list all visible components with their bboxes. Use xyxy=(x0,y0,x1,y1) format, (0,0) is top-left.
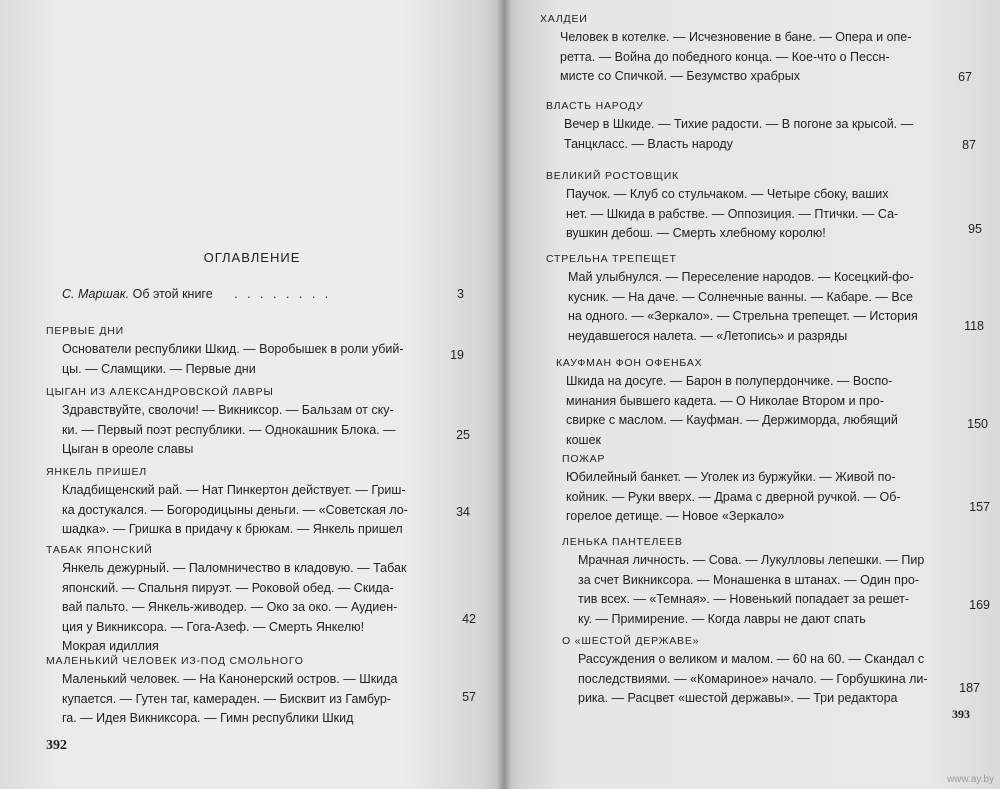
section-line: шадка». — Гришка в придачу к брюкам. — Янкель пришел xyxy=(62,522,403,536)
toc-section xyxy=(46,652,397,729)
section-page: 57 xyxy=(462,690,476,704)
section-title: ПОЖАР xyxy=(562,453,606,465)
section-line: Рассуждения о великом и малом. — 60 на 60. — Скандал с xyxy=(578,652,925,666)
section-line: Кладбищенский рай. — Нат Пинкертон действует. — Гриш- xyxy=(62,483,406,497)
toc-section xyxy=(556,354,898,450)
toc-section xyxy=(540,10,911,87)
section-page: 169 xyxy=(969,598,990,612)
section-page: 42 xyxy=(462,612,476,626)
toc-section xyxy=(546,250,918,346)
section-page: 150 xyxy=(967,417,988,431)
section-line: Здравствуйте, сволочи! — Викниксор. — Бальзам от ску- xyxy=(62,403,394,417)
toc-section xyxy=(46,383,396,460)
toc-section xyxy=(562,632,928,709)
section-title: ПЕРВЫЕ ДНИ xyxy=(46,325,125,337)
section-page: 157 xyxy=(969,500,990,514)
section-line: нет. — Шкида в рабстве. — Оппозиция. — Птички. — Са- xyxy=(566,206,899,221)
intro-dots: . . . . . . . . xyxy=(234,287,332,301)
section-title: КАУФМАН ФОН ОФЕНБАХ xyxy=(556,357,703,369)
section-line: вушкин дебош. — Смерть хлебному королю! xyxy=(566,226,826,240)
section-line: Мокрая идиллия xyxy=(62,639,159,653)
section-line: Янкель дежурный. — Паломничество в кладовую. — Табак xyxy=(62,561,407,575)
section-title: ЦЫГАН ИЗ АЛЕКСАНДРОВСКОЙ ЛАВРЫ xyxy=(46,386,274,398)
section-page: 19 xyxy=(450,348,464,362)
watermark: www.ay.by xyxy=(946,774,994,785)
section-line: Цыган в ореоле славы xyxy=(62,442,194,456)
section-title: СТРЕЛЬНА ТРЕПЕЩЕТ xyxy=(546,253,677,265)
section-line: японский. — Спальня пируэт. — Роковой обед. — Скида- xyxy=(62,580,394,595)
section-page: 34 xyxy=(456,505,470,519)
section-title: ТАБАК ЯПОНСКИЙ xyxy=(46,544,153,556)
page-number-left: 392 xyxy=(46,738,67,753)
section-line: мисте со Спичкой. — Безумство храбрых xyxy=(560,69,800,83)
section-line: за счет Викниксора. — Монашенка в штанах. — Один про- xyxy=(578,572,920,587)
section-line: ретта. — Война до победного конца. — Кое-что о Пессн- xyxy=(560,49,890,64)
page-number-right: 393 xyxy=(952,707,970,721)
section-title: ХАЛДЕИ xyxy=(540,13,588,25)
section-line: ку. — Примирение. — Когда лавры не дают спать xyxy=(578,611,866,626)
section-line: последствиями. — «Комариное» начало. — Горбушкина ли- xyxy=(578,671,928,686)
section-line: кусник. — На даче. — Солнечные ванны. — Кабаре. — Все xyxy=(568,289,913,304)
intro-text: Об этой книге xyxy=(132,287,213,301)
section-line: ки. — Первый поэт республики. — Однокашник Блока. — xyxy=(62,422,396,437)
toc-section xyxy=(562,533,924,629)
section-page: 87 xyxy=(962,138,976,152)
intro-author: С. Маршак. xyxy=(62,287,130,301)
section-line: горелое детище. — Новое «Зеркало» xyxy=(566,509,785,523)
toc-section xyxy=(46,322,404,379)
section-line: Юбилейный банкет. — Уголек из буржуйки. — Живой по- xyxy=(566,470,896,484)
section-title: О «ШЕСТОЙ ДЕРЖАВЕ» xyxy=(562,635,700,647)
section-line: на одного. — «Зеркало». — Стрельна трепещет. — История xyxy=(568,309,918,323)
intro-entry xyxy=(62,287,331,301)
section-page: 187 xyxy=(959,681,980,695)
section-line: койник. — Руки вверх. — Драма с дверной ручкой. — Об- xyxy=(566,489,901,504)
section-page: 95 xyxy=(968,222,982,236)
section-page: 25 xyxy=(456,428,470,442)
section-line: Мрачная личность. — Сова. — Лукулловы лепешки. — Пир xyxy=(578,553,925,567)
section-title: ВЕЛИКИЙ РОСТОВЩИК xyxy=(546,170,679,182)
section-line: минания бывшего кадета. — О Николае Втором и про- xyxy=(566,393,884,408)
section-title: ЯНКЕЛЬ ПРИШЕЛ xyxy=(46,466,147,478)
section-line: свирке с маслом. — Кауфман. — Держиморда, любящий xyxy=(566,413,898,427)
section-line: Шкида на досуге. — Барон в полупердончике. — Воспо- xyxy=(566,374,893,388)
section-line: Паучок. — Клуб со стульчаком. — Четыре сбоку, ваших xyxy=(566,187,889,201)
section-line: ция у Викниксора. — Гога-Азеф. — Смерть Янкелю! xyxy=(62,619,365,634)
section-title: ВЛАСТЬ НАРОДУ xyxy=(546,100,644,112)
intro-page: 3 xyxy=(457,287,464,301)
toc-section xyxy=(546,167,898,244)
section-title: ЛЕНЬКА ПАНТЕЛЕЕВ xyxy=(562,536,683,548)
book-gutter xyxy=(497,0,511,789)
toc-title: ОГЛАВЛЕНИЕ xyxy=(203,250,301,265)
section-line: Танцкласс. — Власть народу xyxy=(564,136,733,151)
section-line: Основатели республики Шкид. — Воробышек в роли убий- xyxy=(62,342,404,356)
section-line: вай пальто. — Янкель-живодер. — Око за око. — Аудиен- xyxy=(62,600,398,614)
section-line: ка достукался. — Богородицыны деньги. — «Советская ло- xyxy=(62,502,408,517)
section-line: купается. — Гутен таг, камерaден. — Бисквит из Гамбур- xyxy=(62,691,391,706)
section-line: рика. — Расцвет «шестой державы». — Три редактора xyxy=(578,691,898,705)
section-line: тив всех. — «Темная». — Новенький попадает за решет- xyxy=(578,592,910,606)
section-line: га. — Идея Викниксора. — Гимн республики Шкид xyxy=(62,711,354,725)
toc-section xyxy=(46,463,408,540)
toc-section xyxy=(546,97,913,154)
section-page: 67 xyxy=(958,70,972,84)
section-line: Май улыбнулся. — Переселение народов. — Косецкий-фо- xyxy=(568,270,914,284)
section-line: неудавшегося налета. — «Летопись» и разряды xyxy=(568,328,848,343)
section-line: Человек в котелке. — Исчезновение в бане. — Опера и опе- xyxy=(560,30,912,44)
section-page: 118 xyxy=(964,319,984,333)
section-line: цы. — Сламщики. — Первые дни xyxy=(62,361,256,376)
section-line: кошек xyxy=(566,432,602,447)
section-line: Маленький человек. — На Канонерский остров. — Шкида xyxy=(62,672,398,686)
right-page xyxy=(504,0,1000,789)
toc-section xyxy=(562,450,901,527)
section-title: МАЛЕНЬКИЙ ЧЕЛОВЕК ИЗ-ПОД СМОЛЬНОГО xyxy=(46,655,304,667)
toc-section xyxy=(46,541,406,657)
section-line: Вечер в Шкиде. — Тихие радости. — В погоне за крысой. — xyxy=(564,117,914,131)
